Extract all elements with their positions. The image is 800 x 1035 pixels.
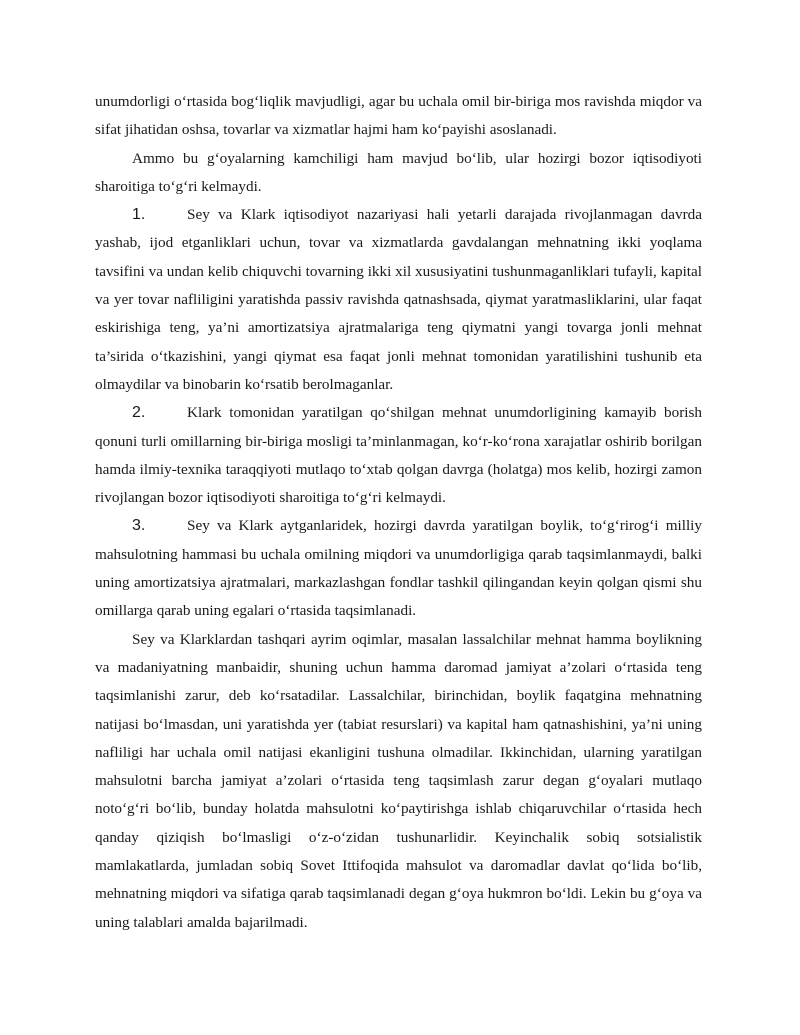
document-page [95, 88, 702, 937]
paragraph-drawbacks-intro: Ammo bu gʻoyalarning kamchiligi ham mavjud boʻlib, ular hozirgi bozor iqtisodiyoti sharoitiga toʻgʻri kelmaydi. [95, 149, 702, 195]
item-text: Klark tomonidan yaratilgan qoʻshilgan mehnat unumdorligining kamayib borish qonuni turli omillarning bir-biriga mosligi ta’minlanmagan, koʻr-koʻrona xarajatlar oshirib borilgan hamda ilmiy-texnika taraqqiyoti mutlaqo toʻxtab qolgan davrga (holatga) mos kelib, hozirgi zamon rivojlangan bozor iqtisodiyoti sharoitiga toʻgʻri kelmaydi. [95, 404, 702, 507]
item-text: Sey va Klark aytganlaridek, hozirgi davrda yaratilgan boylik, toʻgʻrirogʻi milliy mahsulotning hammasi bu uchala omilning miqdori va unumdorligiga qarab taqsimlanmaydi, balki uning amortizatsiya ajratmalari, markazlashgan fondlar tashkil qilingandan keyin qolgan qismi shu omillarga qarab uning egalari oʻrtasida taqsimlanadi. [95, 517, 702, 620]
paragraph-lassalchilar: Sey va Klarklardan tashqari ayrim oqimlar, masalan lassalchilar mehnat hamma boylikning va madaniyatning manbaidir, shuning uchun hamma daromad jamiyat a’zolari oʻrtasida teng taqsimlanishi zarur, deb koʻrsatadilar. Lassalchilar, birinchidan, boylik faqatgina mehnatning natijasi boʻlmasdan, uni yaratishda yer (tabiat resurslari) va kapital ham qatnashishini, ya’ni uning nafliligi har uchala omil natijasi ekanligini tushuna olmadilar. Ikkinchidan, ularning yaratilgan mahsulotni barcha jamiyat a’zolari oʻrtasida teng taqsimlash zarur degan gʻoyalari mutlaqo notoʻgʻri boʻlib, bunday holatda mahsulotni koʻpaytirishga ishlab chiqaruvchilar oʻrtasida hech qanday qiziqish boʻlmasligi oʻz-oʻzidan tushunarlidir. Keyinchalik sobiq sotsialistik mamlakatlarda, jumladan sobiq Sovet Ittifoqida mahsulot va daromadlar davlat qoʻlida boʻlib, mehnatning miqdori va sifatiga qarab taqsimlanadi degan gʻoya hukmron boʻldi. Lekin bu gʻoya va uning talablari amalda bajarilmadi. [95, 630, 702, 931]
numbered-item-3 [95, 512, 702, 625]
item-number: 2. [132, 404, 146, 422]
numbered-item-2 [95, 399, 702, 512]
numbered-item-1 [95, 201, 702, 399]
item-number: 3. [132, 517, 146, 535]
paragraph-continuation: unumdorligi oʻrtasida bogʻliqlik mavjudligi, agar bu uchala omil bir-biriga mos ravishda miqdor va sifat jihatidan oshsa, tovarlar va xizmatlar hajmi ham koʻpayishi asoslanadi. [95, 93, 702, 139]
item-text: Sey va Klark iqtisodiyot nazariyasi hali yetarli darajada rivojlanmagan davrda yashab, ijod etganliklari uchun, tovar va xizmatlarda gavdalangan mehnatning ikki yoqlama tavsifini va undan kelib chiquvchi tovarning ikki xil xususiyatini tushunmaganliklari tufayli, kapital va yer tovar nafliligini yaratishda passiv ravishda qatnashsada, qiymat yaratmasliklarini, ular faqat eskirishiga teng, ya’ni amortizatsiya ajratmalariga teng qiymatni yangi tovarga jonli mehnat ta’sirida oʻtkazishini, yangi qiymat esa faqat jonli mehnat tomonidan yaratilishini tushunib eta olmaydilar va binobarin koʻrsatib berolmaganlar. [95, 206, 702, 393]
item-number: 1. [132, 206, 146, 224]
